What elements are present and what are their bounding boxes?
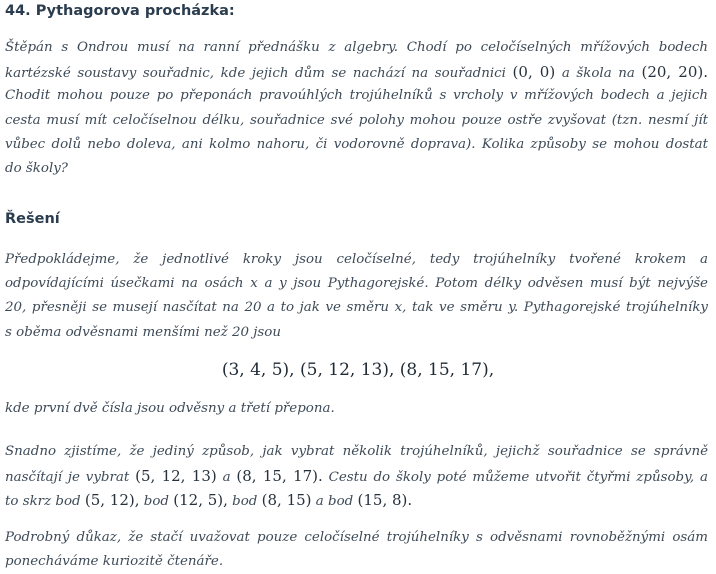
triple-8-15-17: (8, 15, 17).	[236, 467, 323, 486]
solution-line: to skrz bod (5, 12), bod (12, 5), bod (8, 15) a bod (15, 8).	[5, 491, 413, 510]
triple-5-12-13: (5, 12, 13)	[135, 467, 217, 486]
pythagorean-triples-equation: (3, 4, 5), (5, 12, 13), (8, 15, 17),	[221, 360, 495, 380]
school-coordinate: (20, 20).	[641, 63, 708, 82]
solution-paragraph-1	[5, 248, 708, 345]
solution-line: s oběma odvěsnami menšími než 20 jsou	[5, 324, 281, 340]
problem-line: kartézské soustavy souřadnic, kde jejich dům se nachází na souřadnici (0, 0) a škola na (20, 20).	[5, 63, 708, 82]
solution-line: Podrobný důkaz, že stačí uvažovat pouze celočíselné trojúhelníky s odvěsnami rovnoběžnými osám	[5, 530, 708, 545]
problem-line: Chodit mohou pouze po přeponách pravoúhlých trojúhelníků s vrcholy v mřížových bodech a jejich	[5, 88, 708, 104]
solution-line: kde první dvě čísla jsou odvěsny a třetí přepona.	[5, 401, 335, 416]
solution-line: Snadno zjistíme, že jediný způsob, jak vybrat několik trojúhelníků, jejichž souřadnice se správně	[5, 444, 708, 459]
problem-statement	[5, 36, 708, 181]
point-15-8: (15, 8).	[357, 491, 413, 510]
problem-line: do školy?	[5, 160, 68, 176]
problem-line: Štěpán s Ondrou musí na ranní přednášku z algebry. Chodí po celočíselných mřížových bodech	[5, 40, 708, 55]
solution-line: ponecháváme kuriozitě čtenáře.	[5, 554, 224, 570]
problem-line: cesta musí mít celočíselnou délku, souřadnice své polohy mohou pouze ostře zvyšovat (tzn. nesmí jít	[5, 112, 708, 128]
home-coordinate: (0, 0)	[512, 63, 556, 82]
solution-line: 20, přesněji se musejí nasčítat na 20 a to jak ve směru x, tak ve směru y. Pythagorejské trojúhelníky	[5, 300, 708, 316]
solution-line: nasčítají je vybrat (5, 12, 13) a (8, 15, 17). Cestu do školy poté můžeme utvořit čtyřmi způsoby, a	[5, 467, 708, 486]
solution-paragraph-2	[5, 397, 708, 421]
problem-line: vůbec dolů nebo doleva, ani kolmo nahoru, či vodorovně doprava). Kolika způsoby se mohou dostat	[5, 136, 708, 152]
problem-title: 44. Pythagorova procházka:	[5, 3, 235, 19]
solution-heading: Řešení	[5, 211, 60, 227]
solution-paragraph-4	[5, 526, 708, 574]
solution-line: odpovídajícími úsečkami na osách x a y jsou Pythagorejské. Potom délky odvěsen musí být nejvýše	[5, 276, 708, 292]
solution-paragraph-3	[5, 440, 708, 513]
point-5-12: (5, 12),	[84, 491, 140, 510]
solution-line: Předpokládejme, že jednotlivé kroky jsou celočíselné, tedy trojúhelníky tvořené krokem a	[5, 252, 708, 267]
point-8-15: (8, 15)	[261, 491, 312, 510]
point-12-5: (12, 5),	[173, 491, 228, 510]
